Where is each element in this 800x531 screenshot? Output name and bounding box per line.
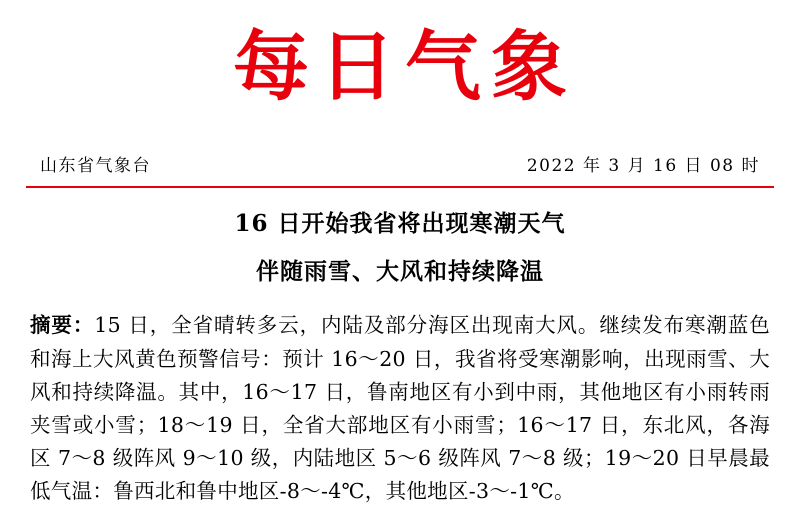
abstract-paragraph	[30, 309, 770, 508]
abstract-label: 摘要：	[30, 313, 95, 338]
masthead	[26, 0, 774, 121]
page-subtitle: 伴随雨雪、大风和持续降温	[256, 257, 544, 285]
masthead-title: 每日气象	[233, 22, 577, 111]
page-title: 16 日开始我省将出现寒潮天气	[234, 210, 566, 238]
abstract-text: 15 日，全省晴转多云，内陆及部分海区出现南大风。继续发布寒潮蓝色和海上大风黄色预警信号：预计 16～20 日，我省将受寒潮影响，出现雨雪、大风和持续降温。其中，16～17 日，鲁南地区有小到中雨，其他地区有小雨转雨夹雪或小雪；18～19 日，全省大部地区有小雨雪；16～17 日，东北风，各海区 7～8 级阵风 9～10 级，内陆地区 5～6 级阵风 7～8 级；19～20 日早晨最低气温：鲁西北和鲁中地区-8～-4℃，其他地区-3～-1℃。	[30, 313, 771, 504]
meta-row	[26, 121, 774, 184]
issue-date: 2022 年 3 月 16 日 08 时	[526, 156, 760, 177]
abstract-block	[26, 285, 774, 508]
issuer-label: 山东省气象台	[40, 156, 151, 177]
headline-block	[26, 188, 774, 285]
